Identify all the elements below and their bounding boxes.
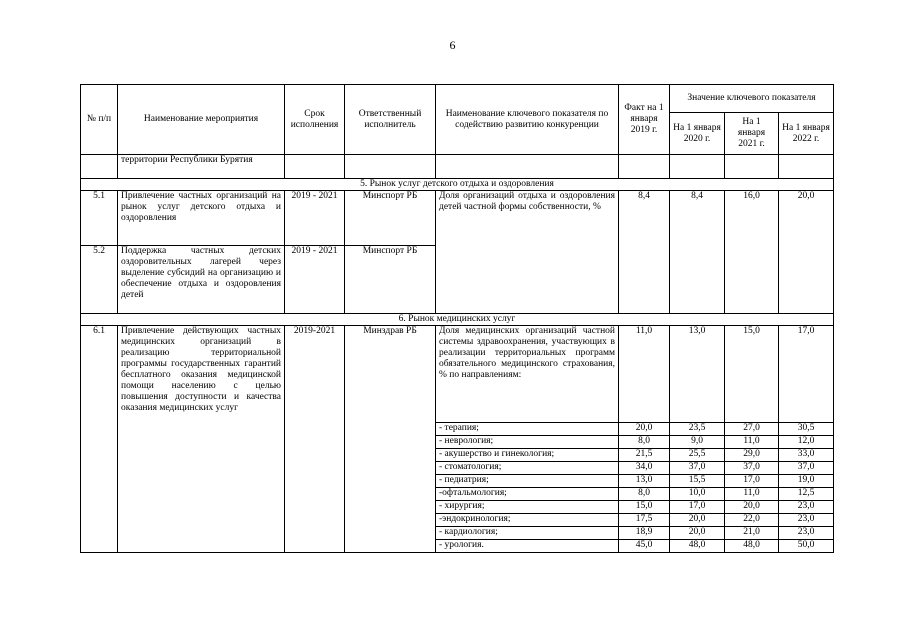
direction-2021: 21,0 (725, 527, 779, 540)
direction-fact: 15,0 (619, 501, 670, 514)
header-event: Наименование мероприятия (118, 85, 285, 155)
direction-name: - стоматология; (436, 462, 619, 475)
row-2020: 8,4 (670, 191, 725, 314)
row-term: 2019 - 2021 (285, 246, 345, 314)
direction-2022: 33,0 (779, 449, 834, 462)
direction-2021: 17,0 (725, 475, 779, 488)
direction-2021: 11,0 (725, 488, 779, 501)
direction-2021: 29,0 (725, 449, 779, 462)
section-6-title: 6. Рынок медицинских услуг (81, 314, 834, 326)
measures-table (80, 84, 834, 553)
direction-2022: 30,5 (779, 423, 834, 436)
row-responsible: Минспорт РБ (345, 191, 436, 246)
row-term: 2019-2021 (285, 326, 345, 553)
direction-name: -офтальмология; (436, 488, 619, 501)
direction-2022: 37,0 (779, 462, 834, 475)
direction-fact: 20,0 (619, 423, 670, 436)
header-term: Срок исполнения (285, 85, 345, 155)
direction-2020: 20,0 (670, 527, 725, 540)
row-2022: 17,0 (779, 326, 834, 423)
direction-fact: 8,0 (619, 488, 670, 501)
direction-name: - неврология; (436, 436, 619, 449)
direction-2022: 23,0 (779, 527, 834, 540)
direction-2022: 12,0 (779, 436, 834, 449)
direction-2020: 25,5 (670, 449, 725, 462)
direction-2021: 22,0 (725, 514, 779, 527)
direction-2020: 9,0 (670, 436, 725, 449)
row-term: 2019 - 2021 (285, 191, 345, 246)
direction-name: - хирургия; (436, 501, 619, 514)
row-2021: 15,0 (725, 326, 779, 423)
row-num: 5.1 (81, 191, 118, 246)
section-row (81, 179, 834, 191)
row-event: Поддержка частных детских оздоровительных лагерей через выделение субсидий на организацию и обеспечение отдыха и оздоровления детей (118, 246, 285, 314)
header-key-value: Значение ключевого показателя (670, 85, 834, 113)
table-row (81, 191, 834, 246)
direction-2020: 20,0 (670, 514, 725, 527)
direction-name: - акушерство и гинекология; (436, 449, 619, 462)
row-2021: 16,0 (725, 191, 779, 314)
direction-fact: 34,0 (619, 462, 670, 475)
direction-fact: 21,5 (619, 449, 670, 462)
direction-2021: 11,0 (725, 436, 779, 449)
direction-fact: 17,5 (619, 514, 670, 527)
header-responsible: Ответственный исполнитель (345, 85, 436, 155)
section-row (81, 314, 834, 326)
direction-fact: 18,9 (619, 527, 670, 540)
direction-2022: 19,0 (779, 475, 834, 488)
direction-2022: 12,5 (779, 488, 834, 501)
row-indicator: Доля организаций отдыха и оздоровления детей частной формы собственности, % (436, 191, 619, 314)
direction-2022: 23,0 (779, 501, 834, 514)
direction-name: -эндокринология; (436, 514, 619, 527)
header-2022: На 1 января 2022 г. (779, 113, 834, 155)
direction-2021: 48,0 (725, 540, 779, 553)
direction-fact: 13,0 (619, 475, 670, 488)
page-number: 6 (449, 38, 456, 52)
direction-2022: 50,0 (779, 540, 834, 553)
direction-2021: 20,0 (725, 501, 779, 514)
direction-2021: 27,0 (725, 423, 779, 436)
direction-name: - педиатрия; (436, 475, 619, 488)
direction-name: - урология. (436, 540, 619, 553)
row-fact: 11,0 (619, 326, 670, 423)
row-event: Привлечение действующих частных медицинских организаций в реализацию территориальной программы государственных гарантий бесплатного оказания медицинской помощи населению с целью повышения доступности и качества оказания медицинских услуг (118, 326, 285, 553)
table-row (81, 326, 834, 423)
row-2020: 13,0 (670, 326, 725, 423)
row-indicator: Доля медицинских организаций частной системы здравоохранения, участвующих в реализации территориальных программ обязательного медицинского страхования, % по направлениям: (436, 326, 619, 423)
continuation-event: территории Республики Бурятия (118, 155, 285, 179)
header-num: № п/п (81, 85, 118, 155)
direction-name: - терапия; (436, 423, 619, 436)
row-responsible: Минспорт РБ (345, 246, 436, 314)
direction-2020: 15,5 (670, 475, 725, 488)
direction-2020: 37,0 (670, 462, 725, 475)
direction-2020: 17,0 (670, 501, 725, 514)
row-2022: 20,0 (779, 191, 834, 314)
direction-2021: 37,0 (725, 462, 779, 475)
row-responsible: Минздрав РБ (345, 326, 436, 553)
direction-name: - кардиология; (436, 527, 619, 540)
header-2021: На 1 января 2021 г. (725, 113, 779, 155)
header-2020: На 1 января 2020 г. (670, 113, 725, 155)
header-indicator: Наименование ключевого показателя по содействию развитию конкуренции (436, 85, 619, 155)
direction-fact: 45,0 (619, 540, 670, 553)
direction-2022: 23,0 (779, 514, 834, 527)
direction-fact: 8,0 (619, 436, 670, 449)
table-row (81, 155, 834, 179)
row-event: Привлечение частных организаций на рынок услуг детского отдыха и оздоровления (118, 191, 285, 246)
direction-2020: 23,5 (670, 423, 725, 436)
row-num: 6.1 (81, 326, 118, 553)
header-fact: Факт на 1 января 2019 г. (619, 85, 670, 155)
direction-2020: 48,0 (670, 540, 725, 553)
row-fact: 8,4 (619, 191, 670, 314)
row-num: 5.2 (81, 246, 118, 314)
section-5-title: 5. Рынок услуг детского отдыха и оздоровления (81, 179, 834, 191)
direction-2020: 10,0 (670, 488, 725, 501)
